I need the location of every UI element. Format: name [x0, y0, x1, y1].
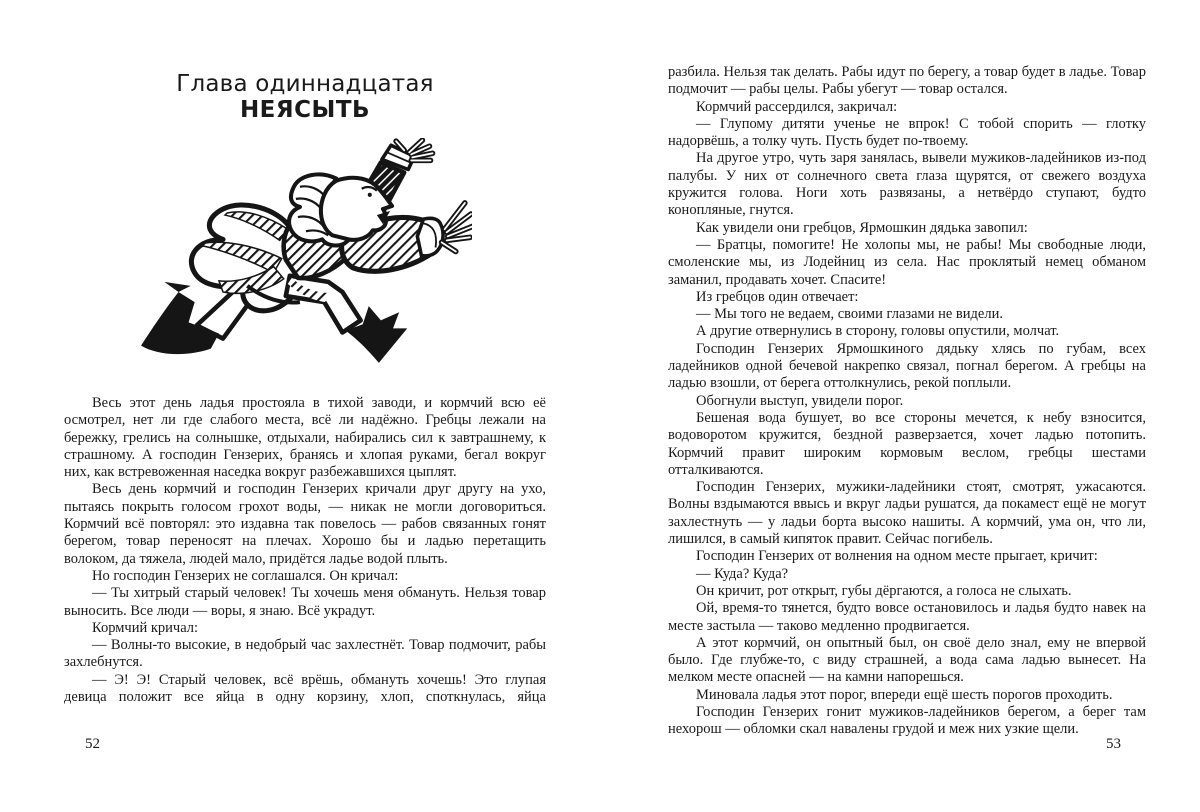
body-paragraph: — Куда? Куда?	[696, 565, 789, 582]
body-paragraph: Кормчий рассердился, закричал:	[696, 98, 898, 115]
body-paragraph: Бешеная вода бушует, во все стороны мечется, к небу взносится, водоворотом кружится, бездной разверзается, хочет ладью потопить. Кормчий правит широким кормовым веслом, гребцы шестами отталкиваются.	[668, 409, 1146, 478]
body-paragraph: Обогнули выступ, увидели порог.	[696, 392, 904, 409]
right-page-text	[668, 64, 1146, 739]
right-page	[668, 0, 1146, 812]
body-paragraph: Господин Гензерих, мужики-ладейники стоят, смотрят, ужасаются. Волны вздымаются ввысь и вкруг ладьи рушатся, да покамест ещё не могут захлестнуть — у ладьи борта высоко нашиты. А кормчий, ума он, что ли, лишился, в самый кипяток правит. Сейчас погибель.	[668, 479, 1146, 548]
left-page	[64, 0, 546, 812]
body-paragraph: — Глупому дитяти ученье не впрок! С тобой спорить — глотку надорвёшь, а толку чуть. Пусть будет по-твоему.	[668, 115, 1146, 150]
left-page-text	[64, 395, 546, 706]
body-paragraph: Весь день кормчий и господин Гензерих кричали друг другу на ухо, пытаясь покрыть голосом грохот воды, — никак не могли договориться. Кормчий всё повторял: это издавна так повелось — рабов связанных гонят берегом, товар переносят на плечах. Хорошо бы и ладью перетащить волоком, да тяжела, людей мало, придётся ладье водой плыть.	[64, 481, 546, 567]
body-paragraph: Ой, время-то тянется, будто вовсе остановилось и ладья будто навек на месте застыла — таково медленно продвигается.	[668, 600, 1146, 634]
body-paragraph: — Мы того не ведаем, своими глазами не видели.	[696, 306, 1003, 323]
chapter-title: НЕЯСЫТЬ	[239, 97, 371, 123]
body-paragraph: — Братцы, помогите! Не холопы мы, не рабы! Мы свободные люди, смоленские мы, из Лодейниц из села. Нас проклятый немец обманом заманил, продавать хочет. Спасите!	[668, 236, 1146, 288]
running-man-woodcut-icon	[138, 138, 472, 366]
body-paragraph: разбила. Нельзя так делать. Рабы идут по берегу, а товар будет в ладье. Товар подмочит — рабы целы. Рабы убегут — товар остался.	[668, 64, 1146, 98]
body-paragraph: Миновала ладья этот порог, впереди ещё шесть порогов проходить.	[696, 686, 1113, 703]
figure-eye	[368, 193, 372, 197]
body-paragraph: А этот кормчий, он опытный был, он своё дело знал, ему не впервой было. Где глубже-то, с виду страшней, а вода сама ладью вынесет. На мелком месте опасней — на камни напорешься.	[668, 634, 1146, 686]
body-paragraph: Господин Гензерих гонит мужиков-ладейников берегом, а берег там нехорош — обломки скал навалены грудой и меж них узкие щели.	[668, 703, 1146, 738]
chapter-label: Глава одиннадцатая	[176, 71, 434, 97]
body-paragraph: А другие отвернулись в сторону, головы опустили, молчат.	[696, 323, 1060, 340]
running-man-illustration	[138, 138, 472, 366]
body-paragraph: Весь этот день ладья простояла в тихой заводи, и кормчий всю её осмотрел, нет ли где слабого места, всё ли надёжно. Гребцы лежали на бережку, грелись на солнышке, отдыхали, набирались сил к завтрашнему, к страшному. А господин Гензерих, бранясь и хлопая руками, бегал вокруг них, как встревоженная наседка вокруг разбежавшихся цыплят.	[64, 395, 546, 481]
body-paragraph: Из гребцов один отвечает:	[696, 288, 859, 305]
body-paragraph: Он кричит, рот открыт, губы дёргаются, а голоса не слыхать.	[696, 582, 1072, 599]
page-number-left: 52	[85, 736, 100, 752]
body-paragraph: Господин Гензерих Ярмошкиного дядьку хлясь по губам, всех ладейников одной бечевой накрепко связал, погнал берегом. А гребцы на ладью взошли, от берега оттолкнулись, рекой поплыли.	[668, 340, 1146, 392]
body-paragraph: Кормчий кричал:	[92, 619, 199, 636]
body-paragraph: — Ты хитрый старый человек! Ты хочешь меня обмануть. Нельзя товар выносить. Все люди — воры, я знаю. Всё украдут.	[64, 585, 546, 619]
body-paragraph: Но господин Гензерих не соглашался. Он кричал:	[92, 567, 399, 584]
body-paragraph: — Э! Э! Старый человек, всё врёшь, обмануть хочешь! Это глупая девица положит все яйца в одну корзину, хлоп, споткнулась, яйца	[64, 671, 546, 706]
body-paragraph: Господин Гензерих от волнения на одном месте прыгает, кричит:	[696, 548, 1098, 565]
chapter-heading	[64, 72, 546, 123]
figure-front-leg	[286, 276, 407, 363]
page-number-right: 53	[1106, 736, 1121, 752]
body-paragraph: Как увидели они гребцов, Ярмошкин дядька завопил:	[696, 219, 1028, 236]
body-paragraph: — Волны-то высокие, в недобрый час захлестнёт. Товар подмочит, рабы захлебнутся.	[64, 637, 546, 671]
body-paragraph: На другое утро, чуть заря занялась, вывели мужиков-ладейников из-под палубы. У них от солнечного света глаза щурятся, от свежего воздуха кружится голова. Ноги хоть развязаны, а нетвёрдо ступают, будто конопляные, гнутся.	[668, 150, 1146, 219]
figure-outstretched-hand	[442, 203, 472, 252]
